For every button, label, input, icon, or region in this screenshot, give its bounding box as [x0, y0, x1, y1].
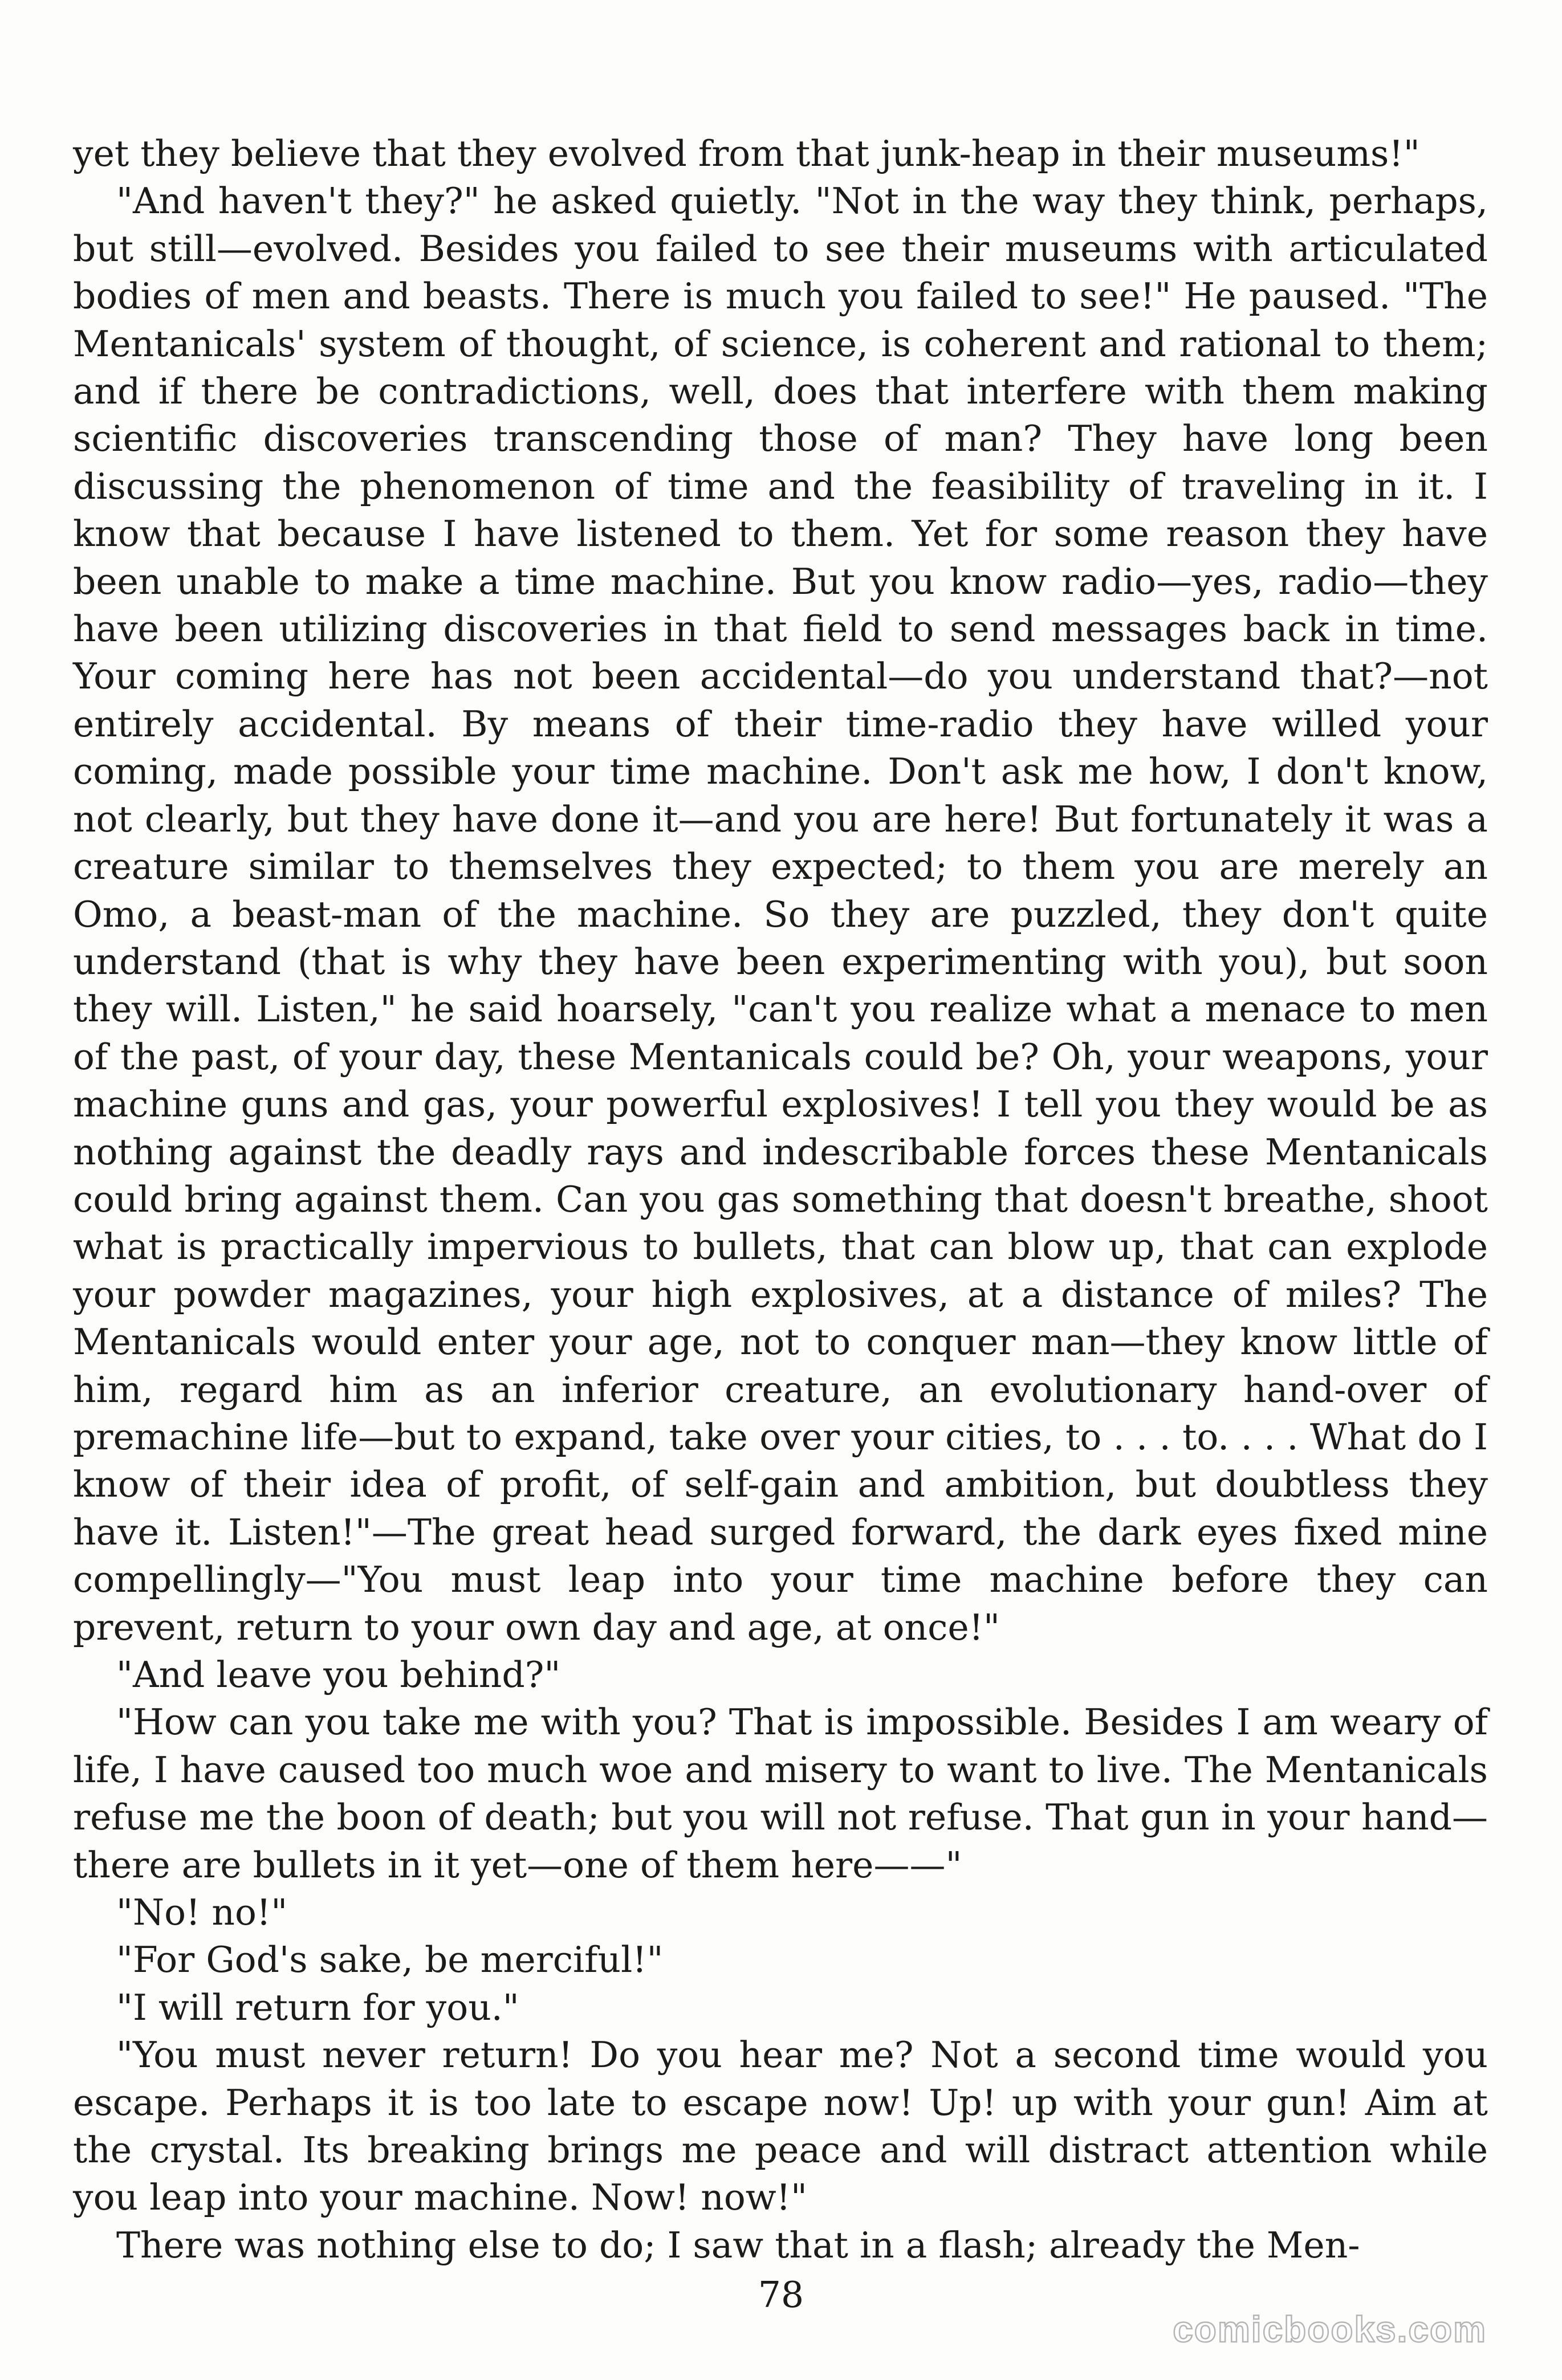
paragraph-9: There was nothing else to do; I saw that in a flash; already the Men-	[116, 2224, 1360, 2266]
paragraph-1: yet they believe that they evolved from that junk-heap in their museums!"	[73, 133, 1420, 174]
paragraph-4: "How can you take me with you? That is impossible. Besides I am weary of life, I have caused too much woe and misery to want to live. The Mentanicals refuse me the boon of death; but you will not refuse. That gun in your hand—there are bullets in it yet—one of them here——"	[73, 1701, 1488, 1886]
page-number: 78	[758, 2274, 804, 2316]
paragraph-8: "You must never return! Do you hear me? Not a second time would you escape. Perhaps it is too late to escape now! Up! up with your gun! Aim at the crystal. Its breaking brings me peace and will distract attention while you leap into your machine. Now! now!"	[73, 2034, 1488, 2219]
paragraph-3: "And leave you behind?"	[116, 1654, 561, 1696]
watermark-text: comicbooks.com	[1173, 2309, 1487, 2350]
body-text	[73, 130, 1488, 2269]
paragraph-7: "I will return for you."	[116, 1986, 519, 2028]
paragraph-6: "For God's sake, be merciful!"	[116, 1939, 664, 1981]
paragraph-5: "No! no!"	[116, 1892, 288, 1934]
paragraph-2: "And haven't they?" he asked quietly. "Not in the way they think, perhaps, but still—evolved. Besides you failed to see their museums with articulated bodies of men and beasts. There is much you failed to see!" He paused. "The Mentanicals' system of thought, of science, is coherent and rational to them; and if there be contradictions, well, does that interfere with them making scientific discoveries transcending those of man? They have long been discussing the phenomenon of time and the feasibility of traveling in it. I know that because I have listened to them. Yet for some reason they have been unable to make a time machine. But you know radio—yes, radio—they have been utilizing discoveries in that field to send messages back in time. Your coming here has not been accidental—do you understand that?—not entirely accidental. By means of their time-radio they have willed your coming, made possible your time machine. Don't ask me how, I don't know, not clearly, but they have done it—and you are here! But fortunately it was a creature similar to themselves they expected; to them you are merely an Omo, a beast-man of the machine. So they are puzzled, they don't quite understand (that is why they have been experimenting with you), but soon they will. Listen," he said hoarsely, "can't you realize what a menace to men of the past, of your day, these Mentanicals could be? Oh, your weapons, your machine guns and gas, your powerful explosives! I tell you they would be as nothing against the deadly rays and indescribable forces these Mentanicals could bring against them. Can you gas something that doesn't breathe, shoot what is practically impervious to bullets, that can blow up, that can explode your powder magazines, your high explosives, at a distance of miles? The Mentanicals would enter your age, not to conquer man—they know little of him, regard him as an inferior creature, an evolutionary hand-over of premachine life—but to expand, take over your cities, to . . . to. . . . What do I know of their idea of profit, of self-gain and ambition, but doubtless they have it. Listen!"—The great head surged forward, the dark eyes fixed mine compellingly—"You must leap into your time machine before they can prevent, return to your own day and age, at once!"	[73, 180, 1488, 1648]
